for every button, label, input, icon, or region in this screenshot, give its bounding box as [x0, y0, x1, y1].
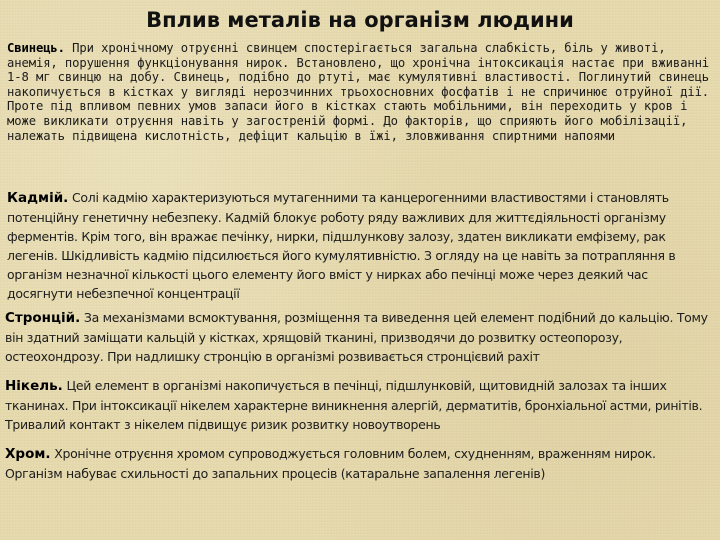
section-term: Кадмій. [7, 190, 69, 206]
section-text: Цей елемент в організмі накопичується в печінці, підшлунковій, щитовидній залозах та інших тканинах. При інтоксикації нікелем характерне виникнення алергій, дерматитів, бронхіальної астми, ринітів. Тривалий контакт з нікелем підвищує ризик розвитку новоутворень [5, 378, 703, 432]
section-text: При хронічному отруєнні свинцем спостерігається загальна слабкість, біль у животі, анемія, порушення функціонування нирок. Встановлено, що хронічна інтоксикація настає при вживанні 1-8 мг свинцю на добу. Свинець, подібно до ртуті, має кумулятивні властивості. Поглинутий свинець накопичується в кістках у вигляді нерозчинних трьохосновних фосфатів і не спричинює отруйної дії. Проте під впливом певних умов запаси його в кістках стають мобільними, він переходить у кров і може викликати отруєння навіть у загостреній формі. До факторів, що сприяють його мобілізації, належать підвищена кислотність, дефіцит кальцію в їжі, зловживання спиртними напоями [7, 41, 710, 143]
section-strontium [5, 308, 715, 366]
section-term: Стронцій. [5, 310, 81, 326]
section-term: Свинець. [7, 41, 65, 55]
section-term: Хром. [5, 446, 51, 462]
section-lead [7, 41, 715, 143]
section-text: За механізмами всмоктування, розміщення та виведення цей елемент подібний до кальцію. Тому він здатний заміщати кальцій у кістках, хрящовій тканині, призводячи до розвитку остеопорозу, остеохондрозу. При надлишку стронцію в організмі розвивається стронцієвий рахіт [5, 310, 708, 364]
section-term: Нікель. [5, 378, 63, 394]
section-chromium [5, 444, 715, 483]
section-text: Солі кадмію характеризуються мутагенними та канцерогенними властивостями і становлять потенційну генетичну небезпеку. Кадмій блокує роботу ряду важливих для життєдіяльності організму ферментів. Крім того, він вражає печінку, нирки, підшлункову залозу, здатен викликати емфізему, рак легенів. Шкідливість кадмію підсилюється його кумулятивністю. З огляду на це навіть за потрапляння в організм незначної кількості цього елементу його вміст у нирках або печінці може через деякий час досягнути небезпечної концентрації [7, 190, 676, 301]
section-cadmium [7, 188, 715, 303]
section-text: Хронічне отруєння хромом супроводжується головним болем, схудненням, враженням нирок. Організм набуває схильності до запальних процесів (катаральне запалення легенів) [5, 446, 656, 481]
section-nickel [5, 376, 715, 434]
page-title: Вплив металів на організм людини [146, 8, 574, 32]
